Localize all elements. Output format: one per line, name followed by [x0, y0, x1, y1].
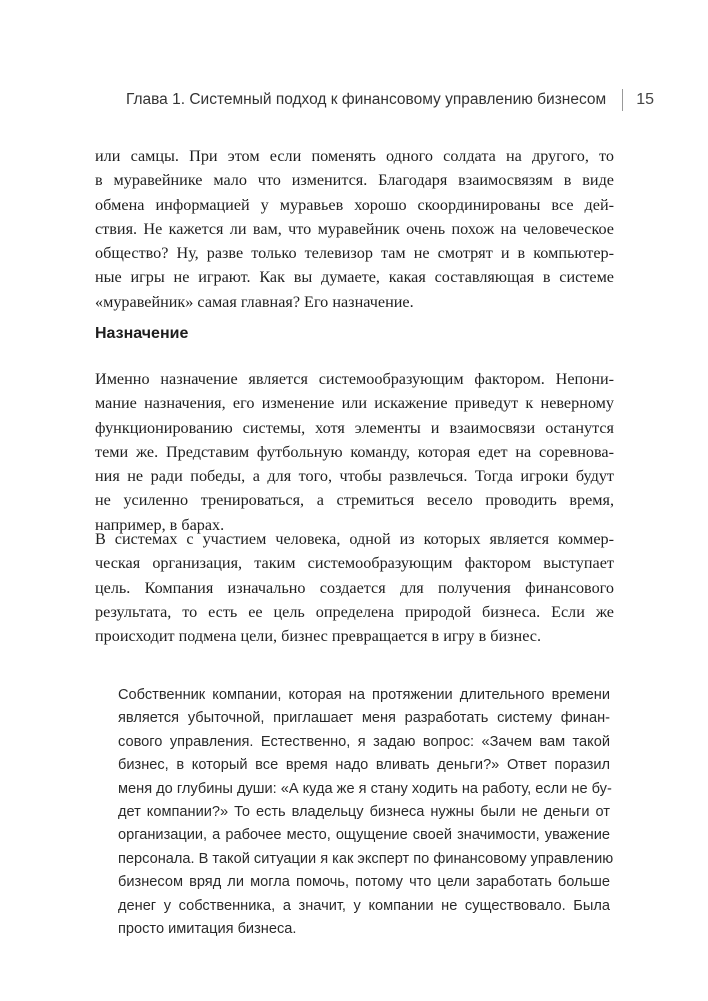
text-line: В системах с участием человека, одной из которых является коммер- — [95, 530, 614, 548]
paragraph-goal — [95, 527, 614, 648]
text-line: функционированию системы, хотя элементы и взаимосвязи останутся — [95, 418, 614, 437]
text-line: происходит подмена цели, бизнес превращается в игру в бизнес. — [95, 627, 542, 646]
case-line: бизнес, в который все время надо вливать деньги?» Ответ поразил — [118, 757, 610, 774]
paragraph-purpose — [95, 367, 614, 537]
running-header — [126, 88, 654, 112]
text-line: мание назначения, его изменение или искажение приведут к неверному — [95, 394, 614, 413]
text-line: теми же. Представим футбольную команду, которая едет на соревнова- — [95, 442, 614, 461]
header-divider — [622, 89, 623, 111]
text-line: ния не ради победы, а для того, чтобы развлечься. Тогда игроки будут — [95, 467, 614, 486]
text-line: не усиленно тренироваться, а стремиться весело проводить время, — [95, 491, 614, 510]
case-line: организации, а рабочее место, ощущение своей значимости, уважение — [118, 827, 610, 844]
text-line: цель. Компания изначально создается для получения финансового — [95, 578, 614, 597]
case-line: персонала. В такой ситуации я как эксперт по финансовому управлению — [118, 850, 614, 867]
text-line: Именно назначение является системообразующим фактором. Непони- — [95, 370, 614, 388]
case-line: меня до глубины души: «А куда же я стану ходить на работу, если не бу- — [118, 780, 612, 797]
text-line: обмена информацией у муравьев хорошо скоординированы все дей- — [95, 195, 614, 214]
text-line: в муравейнике мало что изменится. Благодаря взаимосвязям в виде — [95, 171, 614, 190]
text-line: например, в барах. — [95, 515, 225, 534]
text-line: общество? Ну, разве только телевизор там не смотрят и в компьютер- — [95, 244, 614, 263]
case-line: просто имитация бизнеса. — [118, 921, 297, 938]
text-line: ствия. Не кажется ли вам, что муравейник очень похож на человеческое — [95, 219, 614, 238]
case-line: является убыточной, приглашает меня разработать систему финан- — [118, 710, 610, 727]
case-line: сового управления. Естественно, я задаю вопрос: «Зачем вам такой — [118, 733, 610, 750]
paragraph-ant-colony — [95, 144, 614, 314]
case-line: денег у собственника, а значит, у компании не существовало. Была — [118, 897, 610, 914]
case-example — [118, 684, 614, 941]
case-line: Собственник компании, которая на протяжении длительного времени — [118, 687, 610, 703]
text-line: «муравейник» самая главная? Его назначение. — [95, 292, 414, 311]
running-title: Глава 1. Системный подход к финансовому управлению бизнесом — [125, 91, 607, 108]
case-line: бизнесом вряд ли могла помочь, потому что цели заработать больше — [118, 874, 610, 891]
case-line: дет компании?» То есть владельцу бизнеса нужны были не деньги от — [118, 804, 610, 821]
text-line: ческая организация, таким системообразующим фактором выступает — [95, 554, 614, 573]
text-line: ные игры не играют. Как вы думаете, какая составляющая в системе — [95, 268, 614, 287]
text-line: результата, то есть ее цель определена природой бизнеса. Если же — [95, 602, 614, 621]
page-number: 15 — [636, 91, 654, 108]
section-heading: Назначение — [95, 325, 189, 342]
text-line: или самцы. При этом если поменять одного солдата на другого, то — [95, 147, 614, 165]
